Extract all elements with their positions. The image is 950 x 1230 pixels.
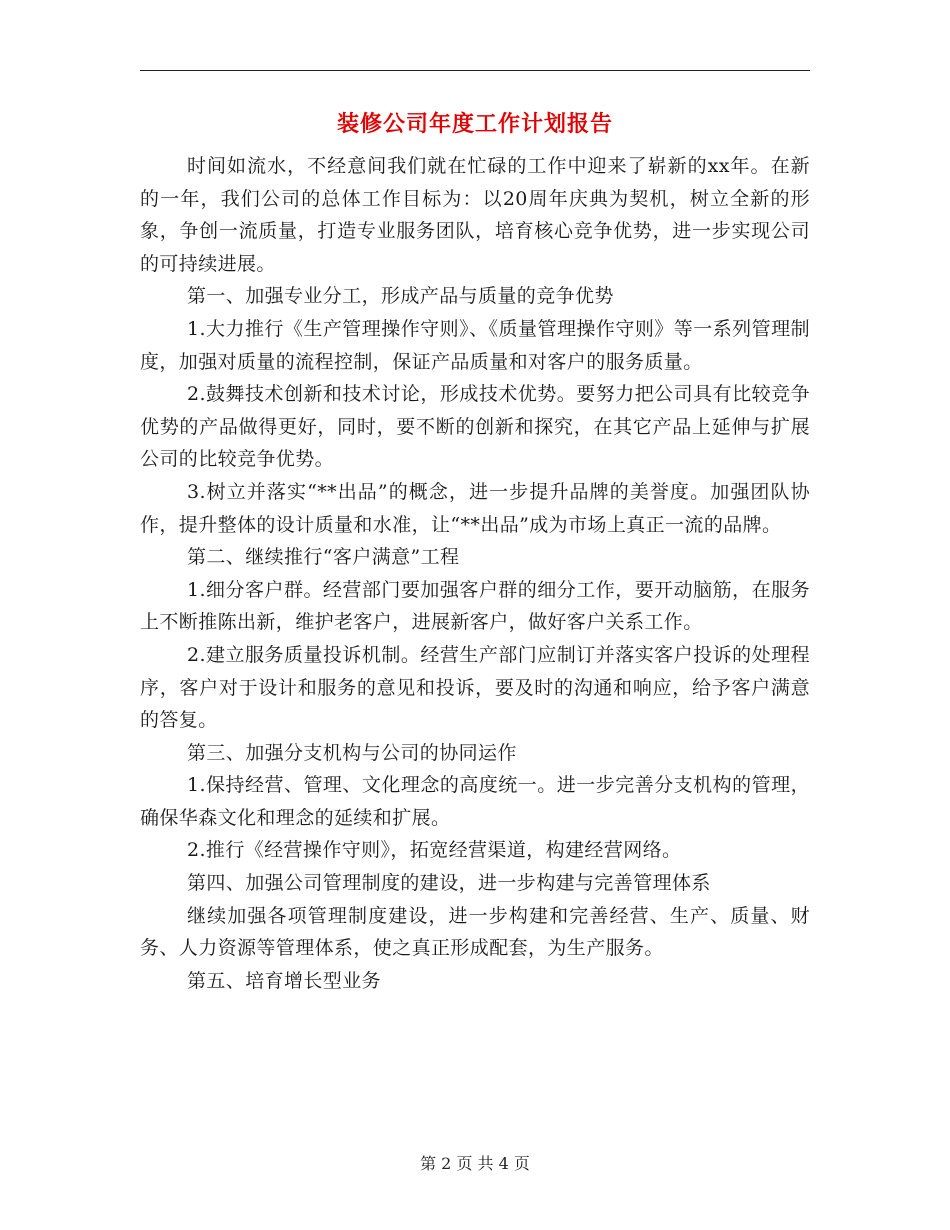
page-footer: 第 2 页 共 4 页 — [420, 1154, 530, 1173]
paragraph: 1.大力推行《生产管理操作守则》、《质量管理操作守则》等一系列管理制度，加强对质量的流程控制，保证产品质量和对客户的服务质量。 — [140, 317, 810, 373]
section-heading: 第五、培育增长型业务 — [187, 969, 382, 992]
section-heading: 第一、加强专业分工，形成产品与质量的竞争优势 — [187, 285, 614, 308]
section-heading: 第二、继续推行“客户满意”工程 — [187, 546, 460, 569]
page-title: 装修公司年度工作计划报告 — [336, 111, 613, 137]
paragraph: 2.鼓舞技术创新和技术讨论，形成技术优势。要努力把公司具有比较竞争优势的产品做得更好，同时，要不断的创新和探究，在其它产品上延伸与扩展公司的比较竞争优势。 — [140, 383, 810, 471]
header-rule — [140, 70, 810, 71]
paragraph: 3.树立并落实“**出品”的概念，进一步提升品牌的美誉度。加强团队协作，提升整体的设计质量和水准，让“**出品”成为市场上真正一流的品牌。 — [140, 480, 810, 536]
paragraph: 1.保持经营、管理、文化理念的高度统一。进一步完善分支机构的管理，确保华森文化和理念的延续和扩展。 — [140, 774, 810, 829]
section-heading: 第四、加强公司管理制度的建设，进一步构建与完善管理体系 — [187, 872, 711, 895]
section-heading: 第三、加强分支机构与公司的协同运作 — [187, 741, 517, 764]
paragraph: 继续加强各项管理制度建设，进一步构建和完善经营、生产、质量、财务、人力资源等管理体系，使之真正形成配套，为生产服务。 — [140, 904, 810, 960]
paragraph: 时间如流水，不经意间我们就在忙碌的工作中迎来了崭新的xx年。在新的一年，我们公司的总体工作目标为：以20周年庆典为契机，树立全新的形象，争创一流质量，打造专业服务团队，培育核心竞争优势，进一步实现公司的可持续进展。 — [140, 155, 810, 275]
body-text — [140, 150, 810, 997]
paragraph: 2.建立服务质量投诉机制。经营生产部门应制订并落实客户投诉的处理程序，客户对于设计和服务的意见和投诉，要及时的沟通和响应，给予客户满意的答复。 — [140, 643, 810, 732]
paragraph: 2.推行《经营操作守则》，拓宽经营渠道，构建经营网络。 — [187, 839, 682, 862]
paragraph: 1.细分客户群。经营部门要加强客户群的细分工作，要开动脑筋，在服务上不断推陈出新，维护老客户，进展新客户，做好客户关系工作。 — [140, 578, 810, 634]
